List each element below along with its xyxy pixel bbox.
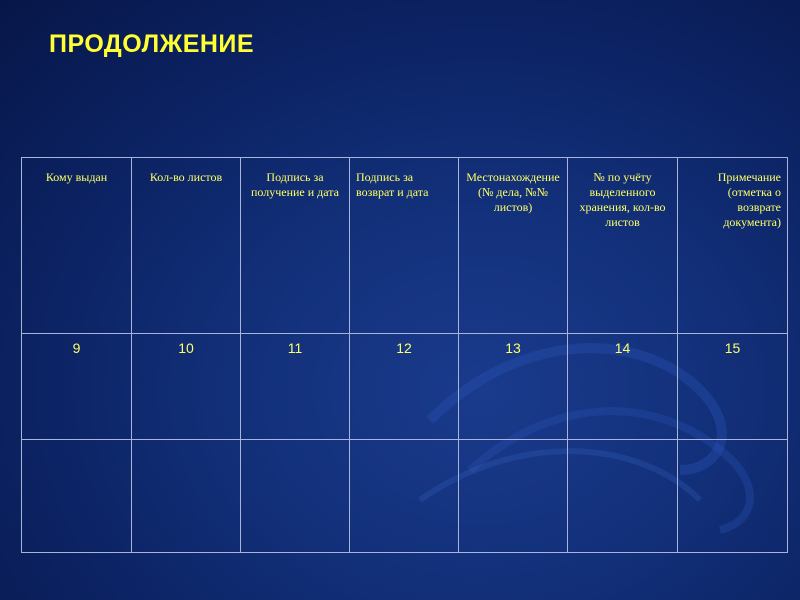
column-number: 13 [505, 340, 521, 356]
empty-cell [22, 440, 132, 553]
header-recipient: Кому выдан [45, 170, 108, 184]
column-number: 15 [724, 340, 741, 356]
number-cell [350, 334, 459, 440]
number-cell [132, 334, 241, 440]
header-location: Местонахождение (№ дела, №№ листов) [466, 170, 560, 214]
header-storage-number: № по учёту выделенного хранения, кол-во листов [579, 170, 666, 229]
table-number-row [22, 334, 788, 440]
header-sheet-count: Кол-во листов [149, 170, 223, 184]
number-cell [568, 334, 678, 440]
header-note: Примечание (отметка о возврате документа) [717, 170, 781, 229]
number-cell [678, 334, 788, 440]
register-table [21, 157, 788, 553]
empty-cell [132, 440, 241, 553]
column-number: 11 [287, 340, 303, 356]
column-number: 9 [72, 340, 81, 356]
number-cell [22, 334, 132, 440]
header-receipt-signature: Подпись за получение и дата [250, 170, 340, 199]
header-return-signature: Подпись за возврат и дата [356, 170, 429, 199]
header-cell-recipient [22, 158, 132, 334]
table-empty-row [22, 440, 788, 553]
column-number: 14 [614, 340, 631, 356]
header-cell-receipt-signature [241, 158, 350, 334]
empty-cell [678, 440, 788, 553]
empty-cell [459, 440, 568, 553]
empty-cell [568, 440, 678, 553]
header-cell-location [459, 158, 568, 334]
header-cell-return-signature [350, 158, 459, 334]
header-cell-note [678, 158, 788, 334]
empty-cell [241, 440, 350, 553]
empty-cell [350, 440, 459, 553]
column-number: 12 [396, 340, 412, 356]
number-cell [459, 334, 568, 440]
header-cell-storage-number [568, 158, 678, 334]
column-number: 10 [178, 340, 194, 356]
table-header-row [22, 158, 788, 334]
page-title: ПРОДОЛЖЕНИЕ [49, 30, 255, 58]
number-cell [241, 334, 350, 440]
header-cell-sheet-count [132, 158, 241, 334]
